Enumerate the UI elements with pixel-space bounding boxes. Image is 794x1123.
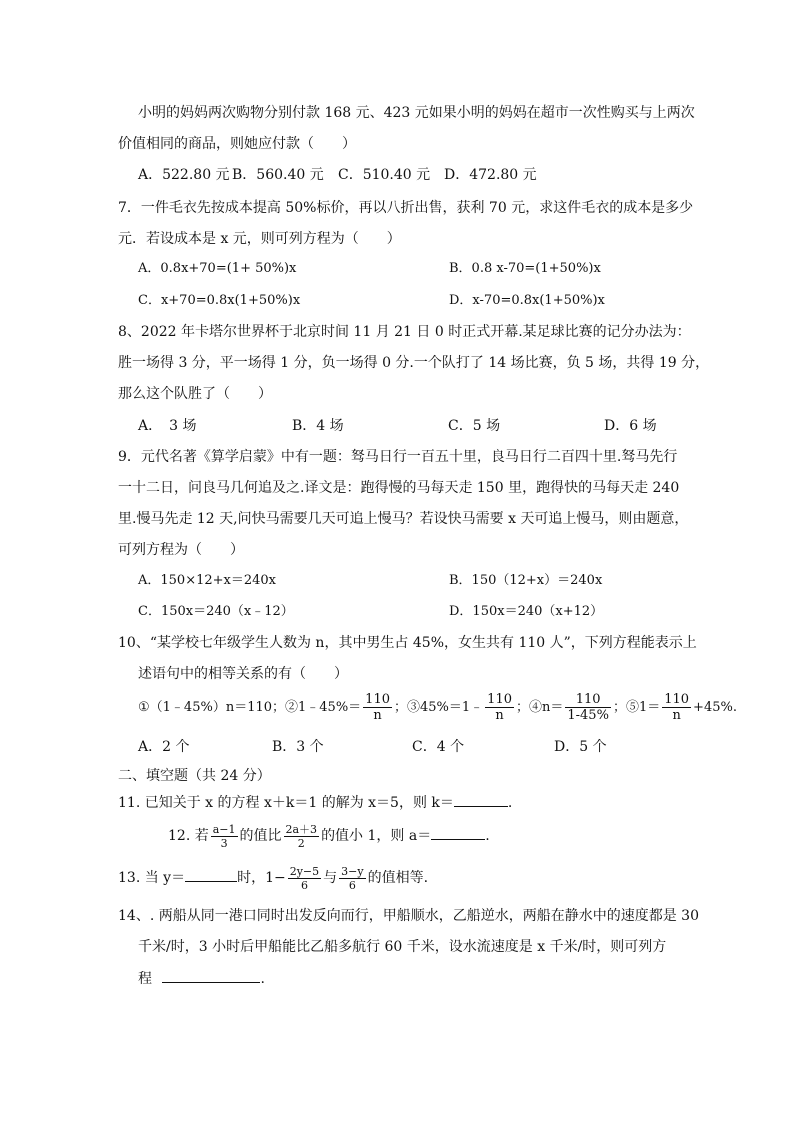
q7-line1: 7．一件毛衣先按成本提高 50%标价，再以八折出售，获利 70 元，求这件毛衣的成本是多少 [118,200,694,216]
q9-option-b: B．150（12+x）＝240x [449,573,603,588]
q9-line2: 一十二日，问良马几何追及之.译文是：跑得慢的马每天走 150 里，跑得快的马每天走 240 [118,480,680,496]
q10-fraction-4: $\frac{110}{1-45\%}$ [567,692,609,723]
q10-eq-part6: +45%. [693,700,737,715]
q11-answer-blank[interactable] [454,792,508,807]
q9-option-d: D．150x＝240（x+12） [449,604,604,619]
q6-option-b: B．560.40 元 [232,167,324,183]
q9-option-a: A．150×12+x＝240x [138,573,277,588]
q10-eq-part4: ；④n＝ [516,700,564,715]
q7-option-a: A．0.8x+70=(1+ 50%)x [138,261,297,276]
q10-fraction-5: $\frac{110}{n}$ [664,692,690,723]
q8-line3: 那么这个队胜了（ ） [118,386,272,402]
section-heading-fill-in: 二、填空题（共 24 分） [118,768,271,784]
q9-line3: 里.慢马先走 12 天,问快马需要几天可追上慢马？若设快马需要 x 天可追上慢马，则由题意， [118,511,689,527]
q14-line1: 14、. 两船从同一港口同时出发反向而行，甲船顺水，乙船逆水，两船在静水中的速度都是 30 [118,908,699,924]
q10-fraction-2: $\frac{110}{n}$ [365,692,390,723]
q6-option-c: C．510.40 元 [338,167,431,183]
q13-answer-blank[interactable] [185,867,237,882]
q12-fraction-1: $\frac{a-1}{3}$ [212,822,236,850]
q10-option-d: D．5 个 [554,739,607,755]
q9-line4: 可列方程为（ ） [118,542,244,558]
q10-option-a: A．2 个 [138,739,190,755]
q10-fraction-3: $\frac{110}{n}$ [487,692,512,723]
q13-fraction-1: $\frac{2y-5}{6}$ [289,864,320,892]
q12-fraction-2: $\frac{2a+3}{2}$ [285,822,318,850]
q6-option-a: A．522.80 元 [138,167,230,183]
q14-answer-blank[interactable] [162,968,260,983]
q12-answer-blank[interactable] [431,825,485,840]
q10-line1: 10、“某学校七年级学生人数为 n，其中男生占 45%，女生共有 110 人”，下列方程能表示上 [118,635,697,651]
q9-option-c: C．150x＝240（x﹣12） [138,604,294,619]
q10-option-c: C．4 个 [412,739,465,755]
q8-option-d: D．6 场 [604,418,657,434]
q10-eq-part3: ；③45%＝1﹣ [394,700,484,715]
q8-option-b: B．4 场 [292,418,344,434]
q6-option-d: D．472.80 元 [444,167,537,183]
q7-line2: 元．若设成本是 x 元，则可列方程为（ ） [118,231,401,247]
q12: 12. 若 $\frac{a-1}{3}$ 的值比 $\frac{2a+3}{2}$ 的值小 1，则 a＝ . [168,822,490,850]
q10-option-b: B．3 个 [272,739,324,755]
q10-equations [138,691,737,725]
q14-line3: 程 . [138,968,265,989]
q7-option-d: D．x-70=0.8x(1+50%)x [449,293,605,308]
q8-option-a: A． 3 场 [138,418,197,434]
q6-line2: 价值相同的商品，则她应付款（ ） [118,136,356,152]
q8-line1: 8、2022 年卡塔尔世界杯于北京时间 11 月 21 日 0 时正式开幕.某足球比赛的记分办法为： [118,324,691,340]
q7-option-c: C．x+70=0.8x(1+50%)x [138,293,301,308]
q10-eq-part1: ①（1﹣45%）n＝110；②1﹣45%＝ [138,700,362,715]
q7-option-b: B．0.8 x-70=(1+50%)x [449,261,601,276]
q13: 13. 当 y＝ 时，1− $\frac{2y-5}{6}$ 与 $\frac{3-y}{6}$ 的值相等. [118,864,429,892]
q14-line2: 千米/时，3 小时后甲船能比乙船多航行 60 千米，设水流速度是 x 千米/时，则可列方 [138,939,667,955]
q6-line1: 小明的妈妈两次购物分别付款 168 元、423 元如果小明的妈妈在超市一次性购买与上两次 [138,105,695,121]
q10-line2: 述语句中的相等关系的有（ ） [138,666,348,682]
q8-line2: 胜一场得 3 分，平一场得 1 分，负一场得 0 分.一个队打了 14 场比赛，负 5 场，共得 19 分， [118,355,710,371]
q9-line1: 9．元代名著《算学启蒙》中有一题：驽马日行一百五十里，良马日行二百四十里.驽马先行 [118,449,678,465]
q10-eq-part5: ；⑤1＝ [612,700,661,715]
q11: 11. 已知关于 x 的方程 x＋k＝1 的解为 x＝5，则 k＝ . [118,792,512,813]
q13-fraction-2: $\frac{3-y}{6}$ [341,864,364,892]
q8-option-c: C．5 场 [448,418,501,434]
